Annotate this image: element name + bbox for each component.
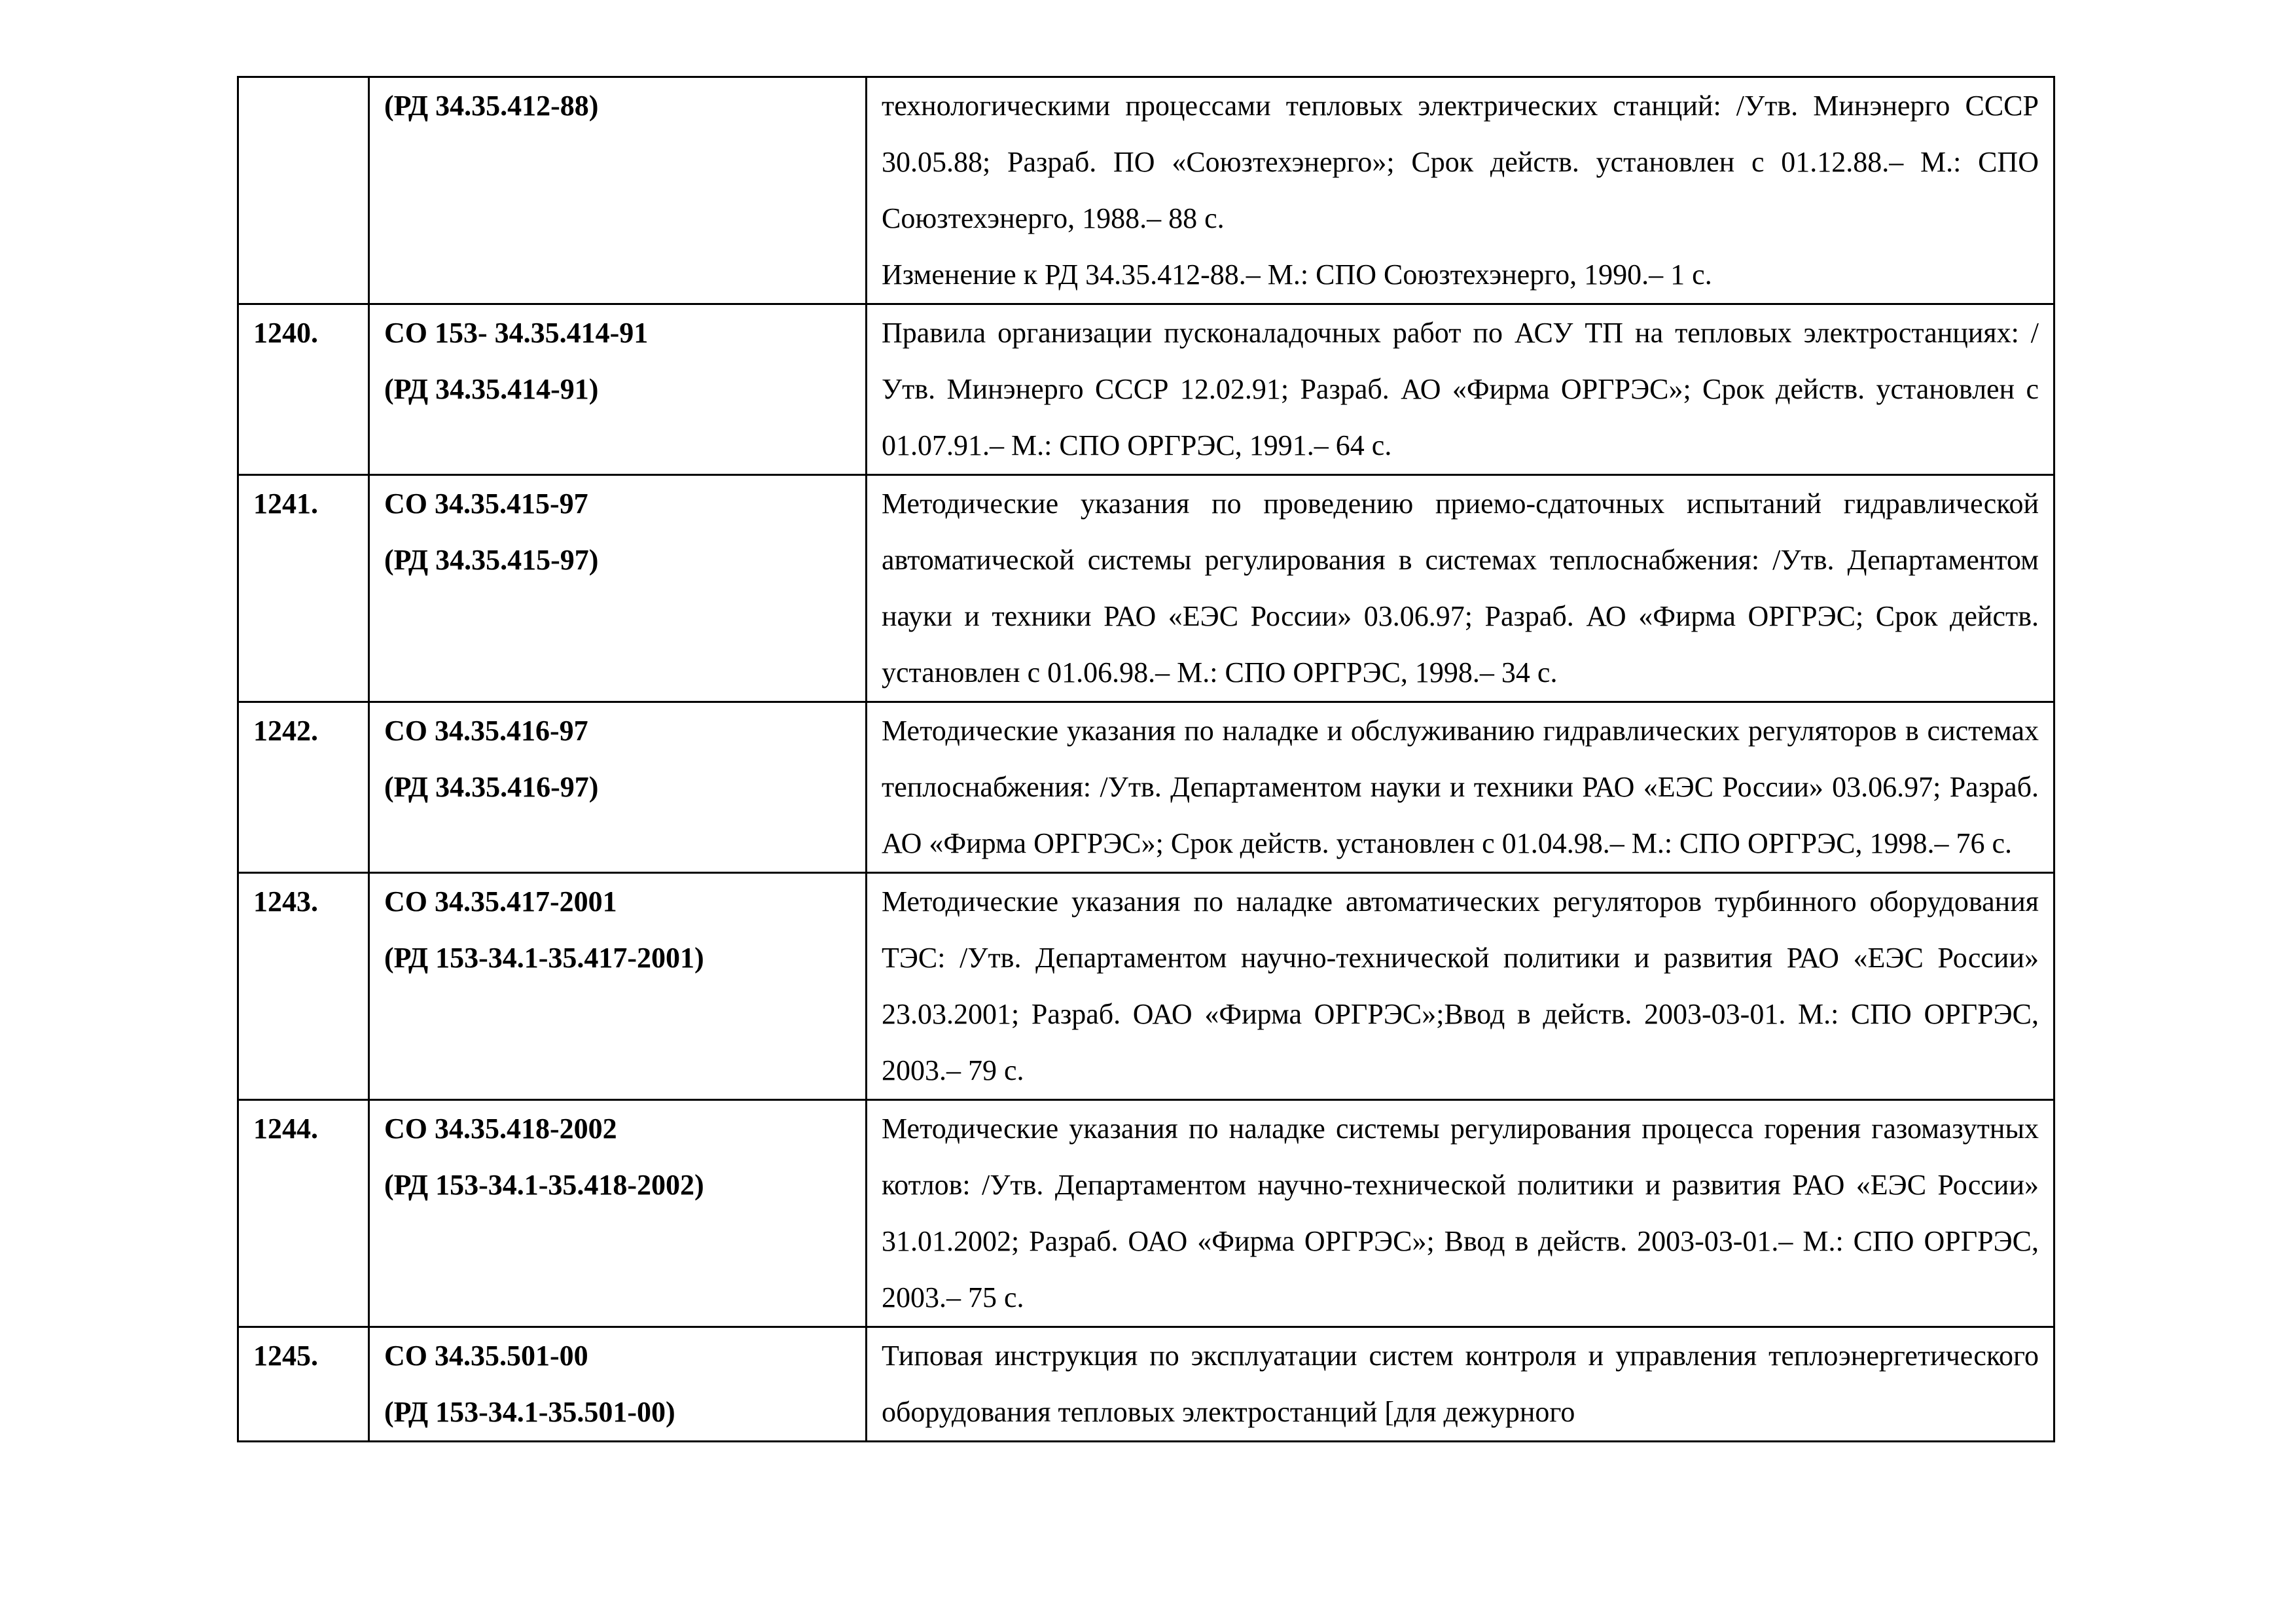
entry-number: 1245. [253, 1340, 318, 1372]
document-description-cell [867, 702, 2054, 873]
standard-code: СО 153- 34.35.414-91 [384, 317, 649, 349]
document-code-cell [369, 873, 867, 1100]
document-description: Методические указания по наладке автоматических регуляторов турбинного оборудования ТЭС: /Утв. Департаментом научно-технической политики и развития РАО «ЕЭС России» 23.03.2001; Разраб. ОАО «Фирма ОРГРЭС»;Ввод в действ. 2003-03-01. М.: СПО ОРГРЭС, 2003.– 79 с. [882, 885, 2039, 1086]
rd-code: (РД 153-34.1-35.418-2002) [384, 1169, 704, 1201]
document-description: Изменение к РД 34.35.412-88.– М.: СПО Союзтехэнерго, 1990.– 1 с. [882, 259, 1712, 291]
entry-number-cell [238, 1100, 369, 1327]
entry-number: 1243. [253, 885, 318, 918]
entry-number-cell [238, 304, 369, 475]
entry-number: 1241. [253, 488, 318, 520]
table-row [238, 304, 2054, 475]
entry-number-cell [238, 702, 369, 873]
document-code-cell [369, 702, 867, 873]
document-description-cell [867, 1327, 2054, 1442]
document-description: технологическими процессами тепловых электрических станций: /Утв. Минэнерго СССР 30.05.88; Разраб. ПО «Союзтехэнерго»; Срок действ. установлен с 01.12.88.– М.: СПО Союзтехэнерго, 1988.– 88 с. [882, 90, 2039, 234]
standard-code: СО 34.35.416-97 [384, 715, 588, 747]
entry-number-cell [238, 475, 369, 702]
document-description: Правила организации пусконаладочных работ по АСУ ТП на тепловых электростанциях: /Утв. Минэнерго СССР 12.02.91; Разраб. АО «Фирма ОРГРЭС»; Срок действ. установлен с 01.07.91.– М.: СПО ОРГРЭС, 1991.– 64 с. [882, 317, 2039, 461]
rd-code: (РД 34.35.415-97) [384, 544, 599, 576]
rd-code: (РД 153-34.1-35.501-00) [384, 1396, 675, 1428]
standard-code: СО 34.35.417-2001 [384, 885, 617, 918]
document-description: Методические указания по наладке системы регулирования процесса горения газомазутных котлов: /Утв. Департаментом научно-технической политики и развития РАО «ЕЭС России» 31.01.2002; Разраб. ОАО «Фирма ОРГРЭС»; Ввод в действ. 2003-03-01.– М.: СПО ОРГРЭС, 2003.– 75 с. [882, 1113, 2039, 1313]
rd-code: (РД 34.35.412-88) [384, 90, 599, 122]
standard-code: СО 34.35.501-00 [384, 1340, 588, 1372]
rd-code: (РД 34.35.414-91) [384, 373, 599, 405]
standards-table-body [238, 77, 2054, 1442]
entry-number: 1240. [253, 317, 318, 349]
entry-number-cell [238, 1327, 369, 1442]
entry-number-cell [238, 873, 369, 1100]
table-row [238, 702, 2054, 873]
document-code-cell [369, 1327, 867, 1442]
document-description-cell [867, 1100, 2054, 1327]
standards-table [237, 76, 2055, 1442]
document-description-cell [867, 304, 2054, 475]
entry-number-cell [238, 77, 369, 304]
document-code-cell [369, 77, 867, 304]
document-code-cell [369, 1100, 867, 1327]
table-row [238, 873, 2054, 1100]
table-row [238, 77, 2054, 304]
document-description: Методические указания по проведению приемо-сдаточных испытаний гидравлической автоматической системы регулирования в системах теплоснабжения: /Утв. Департаментом науки и техники РАО «ЕЭС России» 03.06.97; Разраб. АО «Фирма ОРГРЭС; Срок действ. установлен с 01.06.98.– М.: СПО ОРГРЭС, 1998.– 34 с. [882, 488, 2039, 688]
table-row [238, 1100, 2054, 1327]
document-description-cell [867, 475, 2054, 702]
entry-number: 1242. [253, 715, 318, 747]
standard-code: СО 34.35.415-97 [384, 488, 588, 520]
document-description: Методические указания по наладке и обслуживанию гидравлических регуляторов в системах теплоснабжения: /Утв. Департаментом науки и техники РАО «ЕЭС России» 03.06.97; Разраб. АО «Фирма ОРГРЭС»; Срок действ. установлен с 01.04.98.– М.: СПО ОРГРЭС, 1998.– 76 с. [882, 715, 2039, 859]
document-code-cell [369, 304, 867, 475]
table-row [238, 1327, 2054, 1442]
rd-code: (РД 153-34.1-35.417-2001) [384, 942, 704, 974]
document-description-cell [867, 77, 2054, 304]
document-description: Типовая инструкция по эксплуатации систем контроля и управления теплоэнергетического оборудования тепловых электростанций [для дежурного [882, 1340, 2039, 1428]
entry-number: 1244. [253, 1113, 318, 1145]
table-row [238, 475, 2054, 702]
document-description-cell [867, 873, 2054, 1100]
rd-code: (РД 34.35.416-97) [384, 771, 599, 803]
standard-code: СО 34.35.418-2002 [384, 1113, 617, 1145]
document-code-cell [369, 475, 867, 702]
